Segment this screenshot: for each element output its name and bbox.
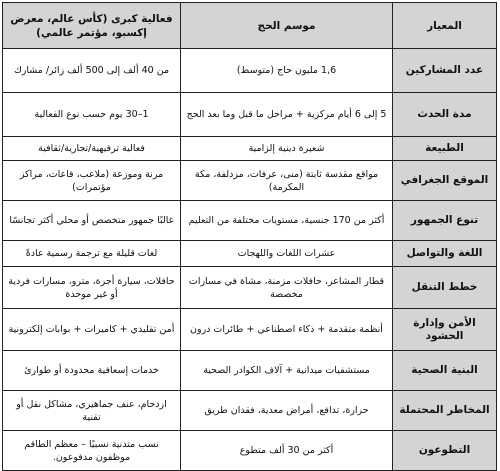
hajj-cell: شعيرة دينية إلزامية bbox=[181, 137, 393, 161]
hajj-cell: مواقع مقدسة ثابتة (منى، عرفات، مزدلفة، مكة المكرمة) bbox=[181, 161, 393, 201]
hajj-cell: أنظمة متقدمة + ذكاء اصطناعي + طائرات درون bbox=[181, 309, 393, 351]
hajj-cell: مستشفيات ميدانية + آلاف الكوادر الصحية bbox=[181, 351, 393, 391]
event-cell: غالبًا جمهور متخصص أو محلي أكثر تجانسًا bbox=[3, 201, 181, 241]
hajj-cell: 5 إلى 6 أيام مركزية + مراحل ما قبل وما بعد الحج bbox=[181, 93, 393, 137]
header-hajj: موسم الحج bbox=[181, 3, 393, 49]
hajj-cell: قطار المشاعر، حافلات مزمنة، مشاة في مسارات مخصصة bbox=[181, 267, 393, 309]
event-cell: من 40 ألف إلى 500 ألف زائر/ مشارك bbox=[3, 49, 181, 93]
hajj-cell: حرارة، تدافع، أمراض معدية، فقدان طريق bbox=[181, 391, 393, 431]
table-row bbox=[3, 161, 497, 201]
row-label: عدد المشاركين bbox=[393, 49, 497, 93]
event-cell: نسب متدنية نسبيًا – معظم الطاقم موظفون مدفوعون. bbox=[3, 431, 181, 471]
row-label: الموقع الجغرافي bbox=[393, 161, 497, 201]
table-row bbox=[3, 267, 497, 309]
event-cell: فعالية ترفيهية/تجارية/ثقافية bbox=[3, 137, 181, 161]
table-row bbox=[3, 351, 497, 391]
comparison-table-container bbox=[2, 2, 496, 463]
event-cell: حافلات، سيارة أجرة، مترو، مسارات فردية أو غير موحدة bbox=[3, 267, 181, 309]
row-label: المخاطر المحتملة bbox=[393, 391, 497, 431]
hajj-cell: أكثر من 170 جنسية، مستويات مختلفة من التعليم bbox=[181, 201, 393, 241]
row-label: الأمن وإدارة الحشود bbox=[393, 309, 497, 351]
hajj-cell: 1,6 مليون حاج (متوسط) bbox=[181, 49, 393, 93]
table-row bbox=[3, 241, 497, 267]
row-label: الطبيعة bbox=[393, 137, 497, 161]
header-major-event: فعالية كبرى (كأس عالم، معرض إكسبو، مؤتمر عالمي) bbox=[3, 3, 181, 49]
event-cell: 1–30 يوم حسب نوع الفعالية bbox=[3, 93, 181, 137]
row-label: اللغة والتواصل bbox=[393, 241, 497, 267]
table-row bbox=[3, 49, 497, 93]
row-label: مدة الحدث bbox=[393, 93, 497, 137]
row-label: تنوع الجمهور bbox=[393, 201, 497, 241]
hajj-vs-events-comparison-table bbox=[2, 2, 497, 471]
header-criterion: المعيار bbox=[393, 3, 497, 49]
table-row bbox=[3, 93, 497, 137]
table-header-row bbox=[3, 3, 497, 49]
table-row bbox=[3, 431, 497, 471]
event-cell: ازدحام، عنف جماهيري، مشاكل نقل أو تقنية bbox=[3, 391, 181, 431]
hajj-cell: عشرات اللغات واللهجات bbox=[181, 241, 393, 267]
event-cell: خدمات إسعافية محدودة أو طوارئ bbox=[3, 351, 181, 391]
event-cell: مرنة وموزعة (ملاعب، قاعات، مراكز مؤتمرات) bbox=[3, 161, 181, 201]
row-label: التطوعون bbox=[393, 431, 497, 471]
table-row bbox=[3, 309, 497, 351]
hajj-cell: أكثر من 30 ألف متطوع bbox=[181, 431, 393, 471]
event-cell: لغات قليلة مع ترجمة رسمية عادةً bbox=[3, 241, 181, 267]
event-cell: أمن تقليدي + كاميرات + بوابات إلكترونية bbox=[3, 309, 181, 351]
table-row bbox=[3, 201, 497, 241]
table-row bbox=[3, 137, 497, 161]
table-row bbox=[3, 391, 497, 431]
row-label: خطط التنقل bbox=[393, 267, 497, 309]
row-label: البنية الصحية bbox=[393, 351, 497, 391]
